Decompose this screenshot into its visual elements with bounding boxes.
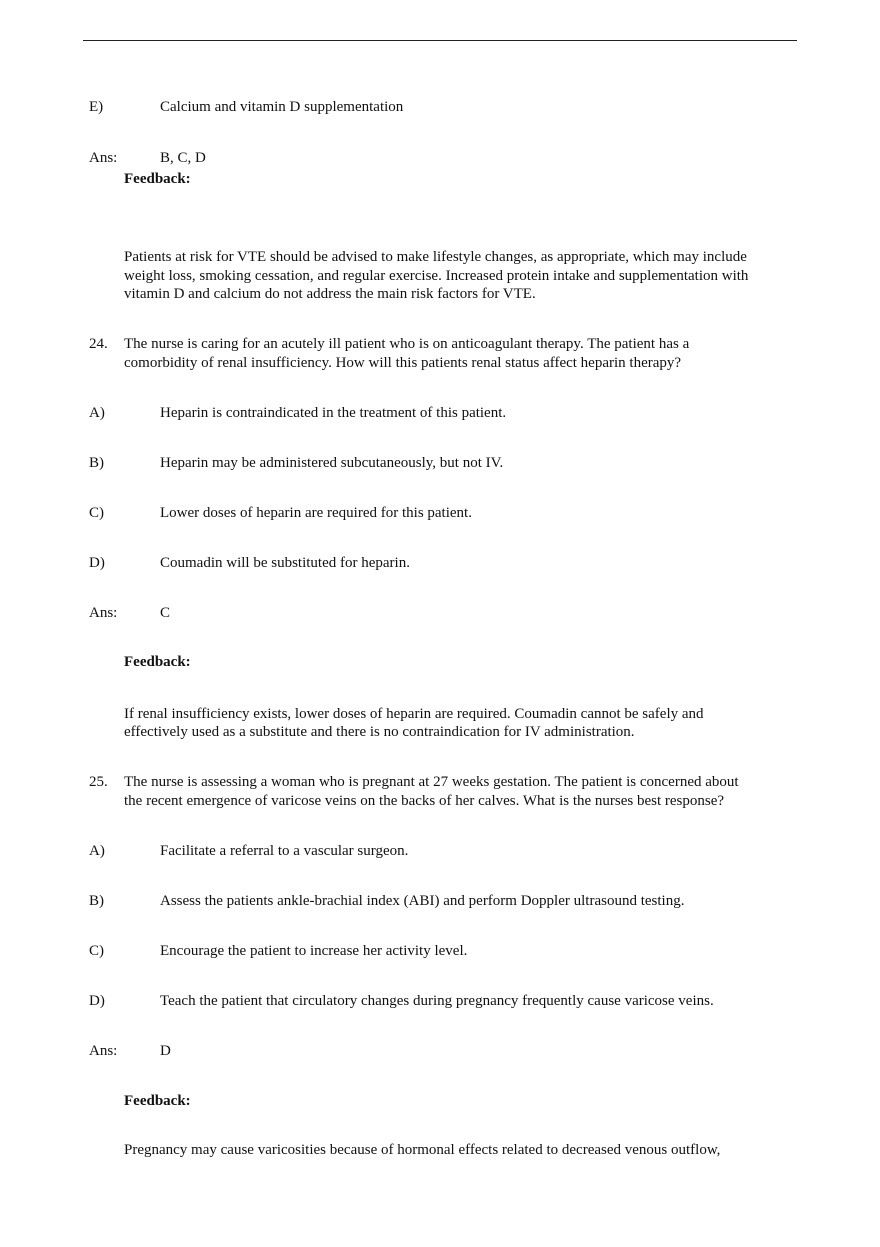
feedback-line — [0, 267, 880, 286]
option-label: B) — [89, 893, 104, 909]
answer-value: B, C, D — [160, 150, 206, 166]
feedback-text: weight loss, smoking cessation, and regular exercise. Increased protein intake and supplementation with — [124, 268, 749, 284]
option-text: Assess the patients ankle-brachial index (ABI) and perform Doppler ultrasound testing. — [160, 893, 685, 909]
feedback-line — [0, 285, 880, 304]
option-label: D) — [89, 993, 105, 1009]
question-text: The nurse is assessing a woman who is pregnant at 27 weeks gestation. The patient is concerned about — [124, 774, 739, 790]
answer-value: D — [160, 1043, 171, 1059]
question-text: The nurse is caring for an acutely ill patient who is on anticoagulant therapy. The patient has a — [124, 336, 690, 352]
answer-label: Ans: — [89, 605, 118, 621]
option-c — [0, 504, 880, 523]
question-text: the recent emergence of varicose veins on the backs of her calves. What is the nurses best response? — [124, 793, 725, 809]
question-number: 25. — [89, 774, 108, 790]
option-label: A) — [89, 843, 105, 859]
feedback-heading — [0, 1092, 880, 1111]
option-text: Lower doses of heparin are required for this patient. — [160, 505, 472, 521]
option-c — [0, 942, 880, 961]
feedback-heading — [0, 653, 880, 672]
option-label: A) — [89, 405, 105, 421]
option-b — [0, 454, 880, 473]
feedback-text: Pregnancy may cause varicosities because of hormonal effects related to decreased venous outflow, — [124, 1142, 721, 1158]
question-number: 24. — [89, 336, 108, 352]
option-a — [0, 842, 880, 861]
option-label: C) — [89, 943, 104, 959]
option-label: D) — [89, 555, 105, 571]
feedback-line — [0, 705, 880, 724]
feedback-line — [0, 723, 880, 742]
feedback-text: effectively used as a substitute and there is no contraindication for IV administration. — [124, 724, 635, 740]
feedback-line — [0, 1141, 880, 1160]
option-label: E) — [89, 99, 104, 115]
option-text: Heparin may be administered subcutaneously, but not IV. — [160, 455, 504, 471]
feedback-heading — [0, 170, 880, 189]
header-rule — [83, 40, 797, 41]
feedback-heading-text: Feedback: — [124, 654, 191, 670]
feedback-text: vitamin D and calcium do not address the main risk factors for VTE. — [124, 286, 536, 302]
option-label: C) — [89, 505, 104, 521]
question-24 — [0, 335, 880, 354]
answer-label: Ans: — [89, 1043, 118, 1059]
feedback-line — [0, 248, 880, 267]
feedback-text: Patients at risk for VTE should be advised to make lifestyle changes, as appropriate, which may include — [124, 249, 747, 265]
question-line — [0, 354, 880, 373]
option-label: B) — [89, 455, 104, 471]
question-text: comorbidity of renal insufficiency. How will this patients renal status affect heparin therapy? — [124, 355, 682, 371]
option-a — [0, 404, 880, 423]
feedback-heading-text: Feedback: — [124, 171, 191, 187]
option-text: Heparin is contraindicated in the treatment of this patient. — [160, 405, 507, 421]
feedback-text: If renal insufficiency exists, lower doses of heparin are required. Coumadin cannot be safely and — [124, 706, 704, 722]
answer-label: Ans: — [89, 150, 118, 166]
feedback-heading-text: Feedback: — [124, 1093, 191, 1109]
option-text: Facilitate a referral to a vascular surgeon. — [160, 843, 409, 859]
option-text: Encourage the patient to increase her activity level. — [160, 943, 468, 959]
option-e — [0, 98, 880, 117]
option-d — [0, 554, 880, 573]
option-text: Calcium and vitamin D supplementation — [160, 99, 404, 115]
answer-value: C — [160, 605, 171, 621]
question-25 — [0, 773, 880, 792]
answer-row — [0, 149, 880, 168]
option-d — [0, 992, 880, 1011]
question-line — [0, 792, 880, 811]
option-text: Teach the patient that circulatory changes during pregnancy frequently cause varicose veins. — [160, 993, 714, 1009]
option-text: Coumadin will be substituted for heparin. — [160, 555, 410, 571]
answer-row — [0, 1042, 880, 1061]
answer-row — [0, 604, 880, 623]
option-b — [0, 892, 880, 911]
